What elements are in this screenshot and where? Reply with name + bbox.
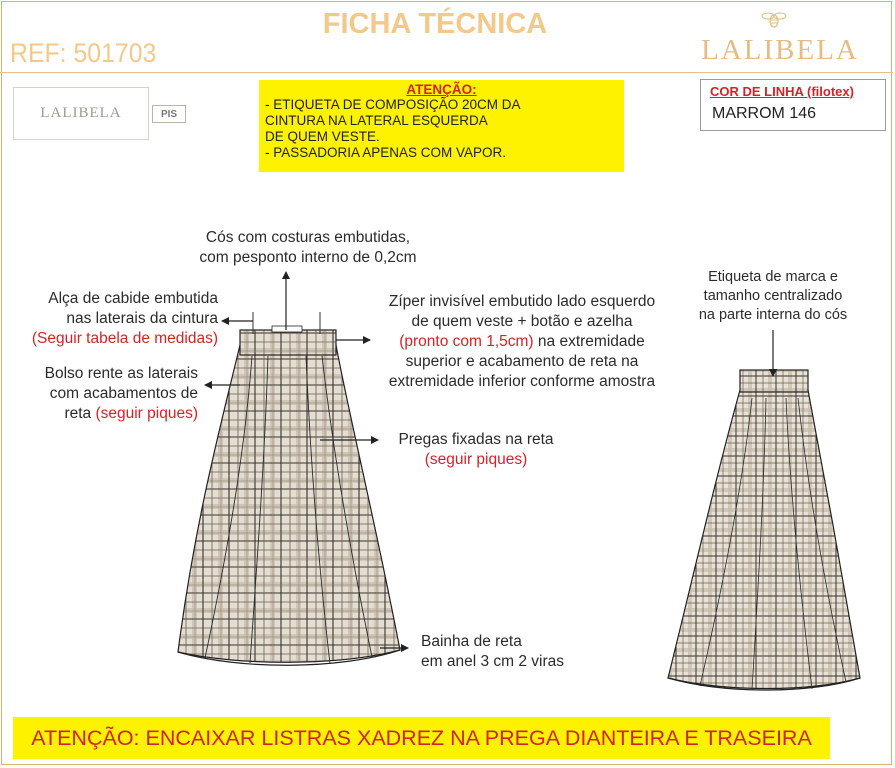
annotation-line: reta [64,405,92,422]
back-waistband [740,370,808,392]
annotation-line: em anel 3 cm 2 viras [421,653,564,670]
page-title: FICHA TÉCNICA [322,8,548,40]
annotation-line: extremidade inferior conforme amostra [388,373,656,390]
pleats-annotation [378,430,574,470]
annotation-note: (pronto com 1,5cm) [399,333,534,350]
front-inner-label [272,326,302,332]
annotation-line: na extremidade [537,333,645,350]
back-skirt-drawing [668,370,860,690]
annotation-line: Alça de cabide embutida [48,290,218,307]
annotation-line: com acabamentos de [49,385,198,402]
front-skirt-drawing [178,312,400,665]
waistband-annotation [180,228,436,268]
annotation-line: Bainha de reta [421,633,522,650]
thread-color-label: COR DE LINHA (filotex) [710,84,854,99]
bottom-attention-banner: ATENÇÃO: ENCAIXAR LISTRAS XADREZ NA PREGA DIANTEIRA E TRASEIRA [13,717,830,759]
hanger-loop-annotation [10,289,218,349]
attention-line: CINTURA NA LATERAL ESQUERDA [265,113,488,128]
pis-tag: PIS [152,105,186,123]
annotation-line: tamanho centralizado [703,288,843,304]
annotation-line: superior e acabamento de reta na [405,353,639,370]
annotation-line: Zíper invisível embutido lado esquerdo [388,293,656,310]
reference-code: REF: 501703 [10,38,157,68]
brand-logo: LALIBELA [701,34,859,66]
zipper-annotation [372,292,672,392]
attention-title: ATENÇÃO: [406,82,477,97]
annotation-line: nas laterais da cintura [66,310,218,327]
thread-color-value: MARROM 146 [712,105,817,122]
pocket-annotation [10,364,198,424]
annotation-line: Pregas fixadas na reta [398,431,554,448]
annotation-line: Etiqueta de marca e [708,269,838,285]
annotation-note: (seguir piques) [424,451,528,468]
label-logo-box: LALIBELA [13,87,149,140]
annotation-note: (Seguir tabela de medidas) [31,330,218,347]
annotation-line: na parte interna do cós [698,307,848,323]
attention-line: - ETIQUETA DE COMPOSIÇÃO 20CM DA [265,97,521,112]
front-waistband [240,330,336,355]
attention-line: - PASSADORIA APENAS COM VAPOR. [265,145,507,160]
annotation-line: com pesponto interno de 0,2cm [199,249,417,266]
annotation-line: Bolso rente as laterais [44,365,198,382]
annotation-note: (seguir piques) [95,405,198,422]
hem-annotation [421,632,564,672]
annotation-line: Cós com costuras embutidas, [205,229,411,246]
back-label-annotation [688,268,858,325]
attention-line: DE QUEM VESTE. [265,129,380,144]
annotation-line: de quem veste + botão e azelha [411,313,633,330]
